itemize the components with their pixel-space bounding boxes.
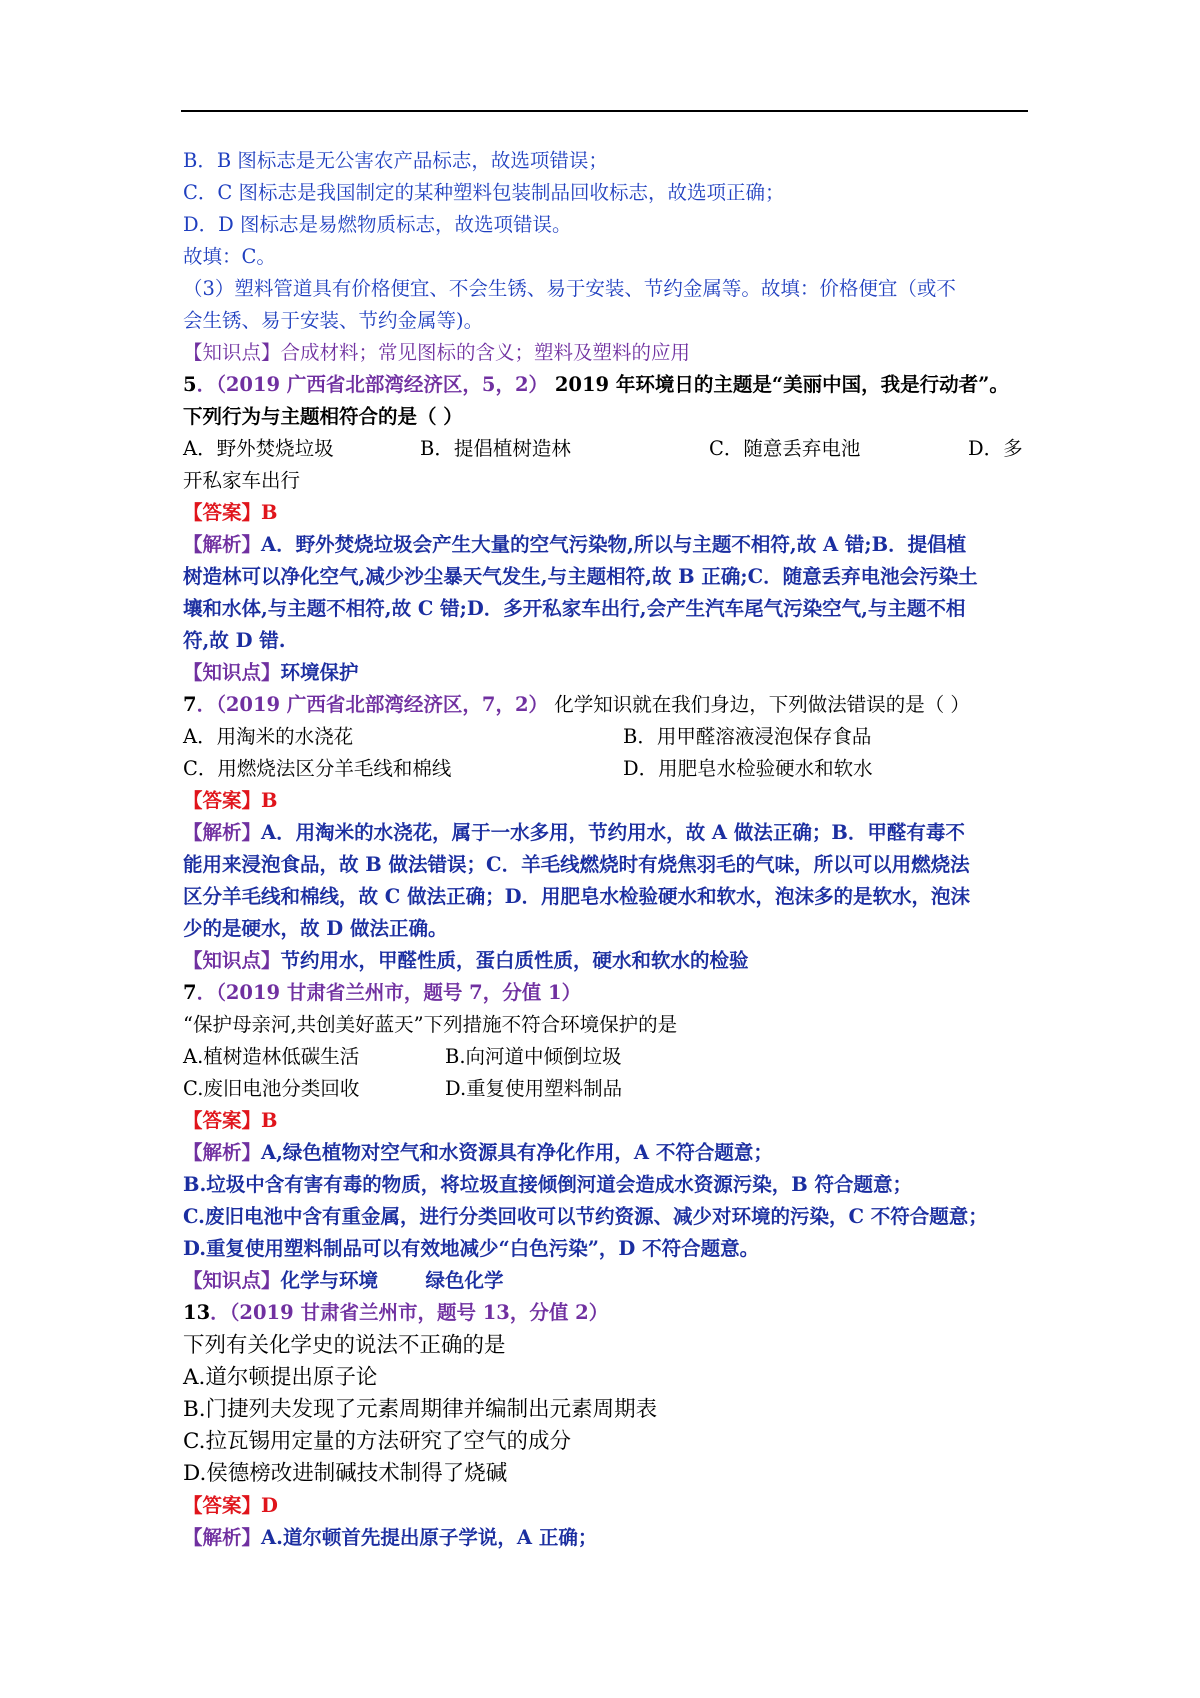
q3-option-b-explanation: B．B 图标志是无公害农产品标志，故选项错误； — [183, 149, 608, 172]
question-number: 7 — [183, 981, 197, 1004]
answer-tag: 【答案】 — [183, 501, 262, 524]
q3-option-d-explanation: D．D 图标志是易燃物质标志，故选项错误。 — [183, 213, 572, 236]
q5-option-d-cont: 开私家车出行 — [183, 469, 301, 492]
q5-option-a: A．野外焚烧垃圾 — [183, 437, 334, 460]
answer-value: D — [261, 1494, 278, 1517]
q13-title — [183, 1298, 608, 1328]
q5-stem-line2: 下列行为与主题相符合的是（ ） — [183, 405, 463, 428]
knowledge-tag: 【知识点】 — [183, 661, 281, 684]
q5-explanation-2: 树造林可以净化空气,减少沙尘暴天气发生,与主题相符,故 B 正确;C．随意丢弃电池会污染土 — [183, 565, 978, 588]
q7b-title — [183, 978, 581, 1008]
q13-option-d: D.侯德榜改进制碱技术制得了烧碱 — [183, 1461, 508, 1486]
question-source: ．（2019 广西省北部湾经济区，5，2） — [196, 373, 549, 396]
explanation-text: A.道尔顿首先提出原子学说，A 正确； — [261, 1526, 598, 1549]
q7a-title — [183, 690, 970, 720]
question-number: 7 — [183, 693, 197, 716]
q5-option-d: D．多 — [968, 437, 1023, 460]
knowledge-tag: 【知识点】 — [183, 1269, 281, 1292]
q7a-knowledge-point — [183, 946, 749, 976]
answer-tag: 【答案】 — [183, 1494, 262, 1517]
q3-fill-answer: 故填：C。 — [183, 245, 276, 268]
q7b-answer — [183, 1106, 278, 1136]
q7a-explanation-3: 区分羊毛线和棉线，故 C 做法正确；D．用肥皂水检验硬水和软水，泡沫多的是软水，泡沫 — [183, 885, 971, 908]
answer-value: B — [261, 501, 278, 524]
header-rule — [181, 110, 1028, 112]
answer-tag: 【答案】 — [183, 789, 262, 812]
q13-stem: 下列有关化学史的说法不正确的是 — [183, 1333, 506, 1358]
q13-answer — [183, 1491, 278, 1521]
explanation-tag: 【解析】 — [183, 533, 262, 556]
knowledge-tag: 【知识点】 — [183, 949, 281, 972]
q7b-explanation-4: D.重复使用塑料制品可以有效地减少“白色污染”，D 不符合题意。 — [183, 1237, 760, 1260]
q5-explanation-3: 壤和水体,与主题不相符,故 C 错;D．多开私家车出行,会产生汽车尾气污染空气,与主题不相 — [183, 597, 966, 620]
answer-value: B — [261, 1109, 278, 1132]
explanation-text: A．野外焚烧垃圾会产生大量的空气污染物,所以与主题不相符,故 A 错;B．提倡植 — [261, 533, 967, 556]
question-stem: 化学知识就在我们身边，下列做法错误的是（ ） — [548, 693, 970, 716]
q7b-option-b: B.向河道中倾倒垃圾 — [445, 1045, 622, 1068]
q7a-explanation-4: 少的是硬水，故 D 做法正确。 — [183, 917, 448, 940]
question-number: 13 — [183, 1301, 211, 1324]
q7b-explanation-2: B.垃圾中含有害有毒的物质，将垃圾直接倾倒河道会造成水资源污染，B 符合题意； — [183, 1173, 913, 1196]
knowledge-text: 合成材料；常见图标的含义；塑料及塑料的应用 — [280, 341, 691, 364]
explanation-tag: 【解析】 — [183, 1141, 262, 1164]
q3-option-c-explanation: C．C 图标志是我国制定的某种塑料包装制品回收标志，故选项正确； — [183, 181, 785, 204]
q5-answer — [183, 498, 278, 528]
q5-knowledge-point — [183, 658, 359, 688]
q5-option-b: B．提倡植树造林 — [420, 437, 571, 460]
knowledge-tag: 【知识点】 — [183, 341, 281, 364]
question-stem: 2019 年环境日的主题是“美丽中国，我是行动者”。 — [548, 373, 1009, 396]
explanation-text: A,绿色植物对空气和水资源具有净化作用，A 不符合题意； — [261, 1141, 773, 1164]
q5-option-c: C．随意丢弃电池 — [709, 437, 861, 460]
question-number: 5 — [183, 373, 197, 396]
q13-option-b: B.门捷列夫发现了元素周期律并编制出元素周期表 — [183, 1397, 658, 1422]
q5-explanation-4: 符,故 D 错. — [183, 629, 286, 652]
q7a-option-b: B．用甲醛溶液浸泡保存食品 — [623, 725, 872, 748]
question-source: ．（2019 广西省北部湾经济区，7，2） — [196, 693, 549, 716]
q7b-option-c: C.废旧电池分类回收 — [183, 1077, 360, 1100]
q7b-explanation-1 — [183, 1138, 773, 1168]
q7a-answer — [183, 786, 278, 816]
q13-option-c: C.拉瓦锡用定量的方法研究了空气的成分 — [183, 1429, 572, 1454]
q7b-explanation-3: C.废旧电池中含有重金属，进行分类回收可以节约资源、减少对环境的污染，C 不符合题意； — [183, 1205, 988, 1228]
q7b-stem: “保护母亲河,共创美好蓝天”下列措施不符合环境保护的是 — [183, 1013, 678, 1036]
q13-explanation-1 — [183, 1523, 597, 1553]
q3-part3-line2: 会生锈、易于安装、节约金属等)。 — [183, 309, 484, 332]
q3-knowledge-point — [183, 338, 690, 368]
knowledge-text: 节约用水，甲醛性质，蛋白质性质，硬水和软水的检验 — [280, 949, 749, 972]
q7b-knowledge-point — [183, 1266, 504, 1296]
q7a-option-a: A．用淘米的水浇花 — [183, 725, 354, 748]
q7b-option-a: A.植树造林低碳生活 — [183, 1045, 360, 1068]
explanation-text: A．用淘米的水浇花，属于一水多用，节约用水，故 A 做法正确；B．甲醛有毒不 — [261, 821, 965, 844]
knowledge-text: 化学与环境 绿色化学 — [280, 1269, 504, 1292]
question-source: ．（2019 甘肃省兰州市，题号 13，分值 2） — [210, 1301, 609, 1324]
q7a-explanation-2: 能用来浸泡食品，故 B 做法错误；C．羊毛线燃烧时有烧焦羽毛的气味，所以可以用燃烧法 — [183, 853, 970, 876]
answer-tag: 【答案】 — [183, 1109, 262, 1132]
q7a-option-c: C．用燃烧法区分羊毛线和棉线 — [183, 757, 452, 780]
explanation-tag: 【解析】 — [183, 821, 262, 844]
answer-value: B — [261, 789, 278, 812]
question-source: ．（2019 甘肃省兰州市，题号 7，分值 1） — [196, 981, 582, 1004]
q5-title — [183, 370, 1009, 400]
q3-part3-line1: （3）塑料管道具有价格便宜、不会生锈、易于安装、节约金属等。故填：价格便宜（或不 — [183, 277, 956, 300]
q5-explanation-1 — [183, 530, 966, 560]
q7b-option-d: D.重复使用塑料制品 — [445, 1077, 623, 1100]
knowledge-text: 环境保护 — [280, 661, 359, 684]
q7a-explanation-1 — [183, 818, 965, 848]
explanation-tag: 【解析】 — [183, 1526, 262, 1549]
q7a-option-d: D．用肥皂水检验硬水和软水 — [623, 757, 873, 780]
q13-option-a: A.道尔顿提出原子论 — [183, 1365, 378, 1390]
